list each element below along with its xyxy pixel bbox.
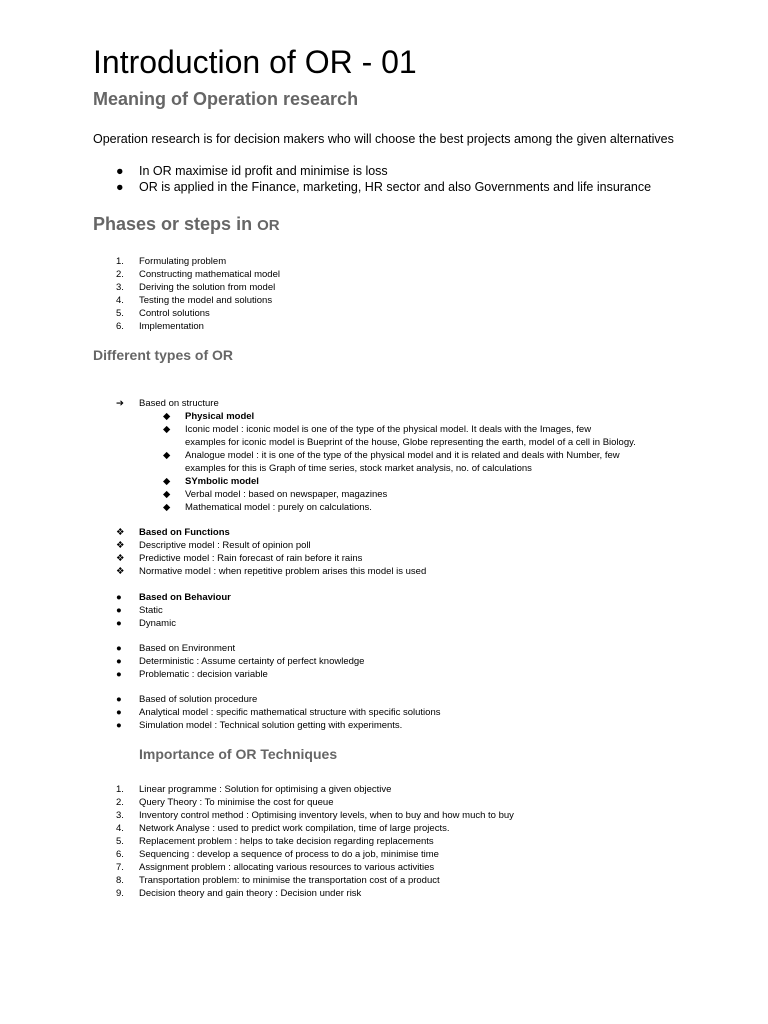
list-number: 6. [116, 849, 124, 860]
list-number: 4. [116, 823, 124, 834]
solution-item: Analytical model : specific mathematical structure with specific solutions [139, 707, 441, 718]
analogue-model-line: examples for this is Graph of time series, stock market analysis, no. of calculations [185, 463, 532, 474]
verbal-model-line: Verbal model : based on newspaper, magazines [185, 489, 388, 500]
meaning-bullet: OR is applied in the Finance, marketing, HR sector and also Governments and life insurance [139, 180, 652, 194]
phase-item: Constructing mathematical model [139, 269, 280, 280]
iconic-model-line: examples for iconic model is Bueprint of the house, Globe representing the earth, model of a cell in Biology. [185, 437, 636, 448]
bullet-dot-icon: ● [116, 592, 122, 603]
importance-item: Inventory control method : Optimising inventory levels, when to buy and how much to buy [139, 810, 514, 821]
function-item: Descriptive model : Result of opinion poll [139, 540, 311, 551]
analogue-model-line: Analogue model : it is one of the type of the physical model and it is related and deals with Number, few [185, 450, 620, 461]
fancy-bullet-icon: ❖ [116, 540, 125, 551]
phase-item: Deriving the solution from model [139, 282, 276, 293]
bullet-dot-icon: ● [116, 720, 122, 731]
list-number: 1. [116, 784, 124, 795]
diamond-icon: ◆ [163, 424, 171, 435]
bullet-dot-icon: ● [116, 180, 124, 194]
function-item: Normative model : when repetitive problem arises this model is used [139, 566, 427, 577]
behaviour-label: Based on Behaviour [139, 592, 231, 603]
iconic-model-line: Iconic model : iconic model is one of the type of the physical model. It deals with the Images, few [185, 424, 592, 435]
page-title: Introduction of OR - 01 [93, 44, 417, 80]
phase-item: Formulating problem [139, 256, 227, 267]
importance-item: Assignment problem : allocating various resources to various activities [139, 862, 435, 873]
meaning-paragraph: Operation research is for decision makers who will choose the best projects among the given alternatives [93, 132, 674, 146]
list-number: 3. [116, 810, 124, 821]
diamond-icon: ◆ [163, 411, 171, 422]
list-number: 2. [116, 269, 124, 280]
bullet-dot-icon: ● [116, 618, 122, 629]
fancy-bullet-icon: ❖ [116, 527, 125, 538]
bullet-dot-icon: ● [116, 164, 124, 178]
list-number: 3. [116, 282, 124, 293]
solution-item: Simulation model : Technical solution getting with experiments. [139, 720, 403, 731]
functions-label: Based on Functions [139, 527, 230, 538]
phase-item: Implementation [139, 321, 204, 332]
importance-item: Replacement problem : helps to take decision regarding replacements [139, 836, 434, 847]
behaviour-item: Dynamic [139, 618, 176, 629]
meaning-heading: Meaning of Operation research [93, 89, 359, 109]
list-number: 8. [116, 875, 124, 886]
list-number: 1. [116, 256, 124, 267]
arrow-icon: ➔ [116, 398, 124, 409]
list-number: 6. [116, 321, 124, 332]
bullet-dot-icon: ● [116, 694, 122, 705]
importance-item: Network Analyse : used to predict work compilation, time of large projects. [139, 823, 450, 834]
fancy-bullet-icon: ❖ [116, 553, 125, 564]
importance-heading: Importance of OR Techniques [139, 746, 338, 762]
importance-item: Linear programme : Solution for optimising a given objective [139, 784, 392, 795]
diamond-icon: ◆ [163, 489, 171, 500]
phase-item: Control solutions [139, 308, 210, 319]
fancy-bullet-icon: ❖ [116, 566, 125, 577]
function-item: Predictive model : Rain forecast of rain before it rains [139, 553, 363, 564]
list-number: 7. [116, 862, 124, 873]
importance-item: Sequencing : develop a sequence of process to do a job, minimise time [139, 849, 439, 860]
bullet-dot-icon: ● [116, 669, 122, 680]
mathematical-model-line: Mathematical model : purely on calculations. [185, 502, 372, 513]
behaviour-item: Static [139, 605, 163, 616]
solution-label: Based of solution procedure [139, 694, 258, 705]
list-number: 4. [116, 295, 124, 306]
diamond-icon: ◆ [163, 450, 171, 461]
bullet-dot-icon: ● [116, 707, 122, 718]
bullet-dot-icon: ● [116, 656, 122, 667]
diamond-icon: ◆ [163, 476, 171, 487]
list-number: 5. [116, 308, 124, 319]
importance-item: Decision theory and gain theory : Decision under risk [139, 888, 362, 899]
importance-item: Transportation problem: to minimise the transportation cost of a product [139, 875, 440, 886]
bullet-dot-icon: ● [116, 605, 122, 616]
structure-label: Based on structure [139, 398, 219, 409]
list-number: 2. [116, 797, 124, 808]
physical-model-label: Physical model [185, 411, 255, 422]
environment-item: Deterministic : Assume certainty of perfect knowledge [139, 656, 365, 667]
list-number: 5. [116, 836, 124, 847]
phases-heading: Phases or steps in OR [93, 214, 280, 234]
environment-item: Problematic : decision variable [139, 669, 268, 680]
meaning-bullet: In OR maximise id profit and minimise is loss [139, 164, 388, 178]
list-number: 9. [116, 888, 124, 899]
types-heading: Different types of OR [93, 347, 234, 363]
symbolic-model-label: SYmbolic model [185, 476, 259, 487]
environment-label: Based on Environment [139, 643, 236, 654]
diamond-icon: ◆ [163, 502, 171, 513]
importance-item: Query Theory : To minimise the cost for queue [139, 797, 334, 808]
phase-item: Testing the model and solutions [139, 295, 273, 306]
bullet-dot-icon: ● [116, 643, 122, 654]
